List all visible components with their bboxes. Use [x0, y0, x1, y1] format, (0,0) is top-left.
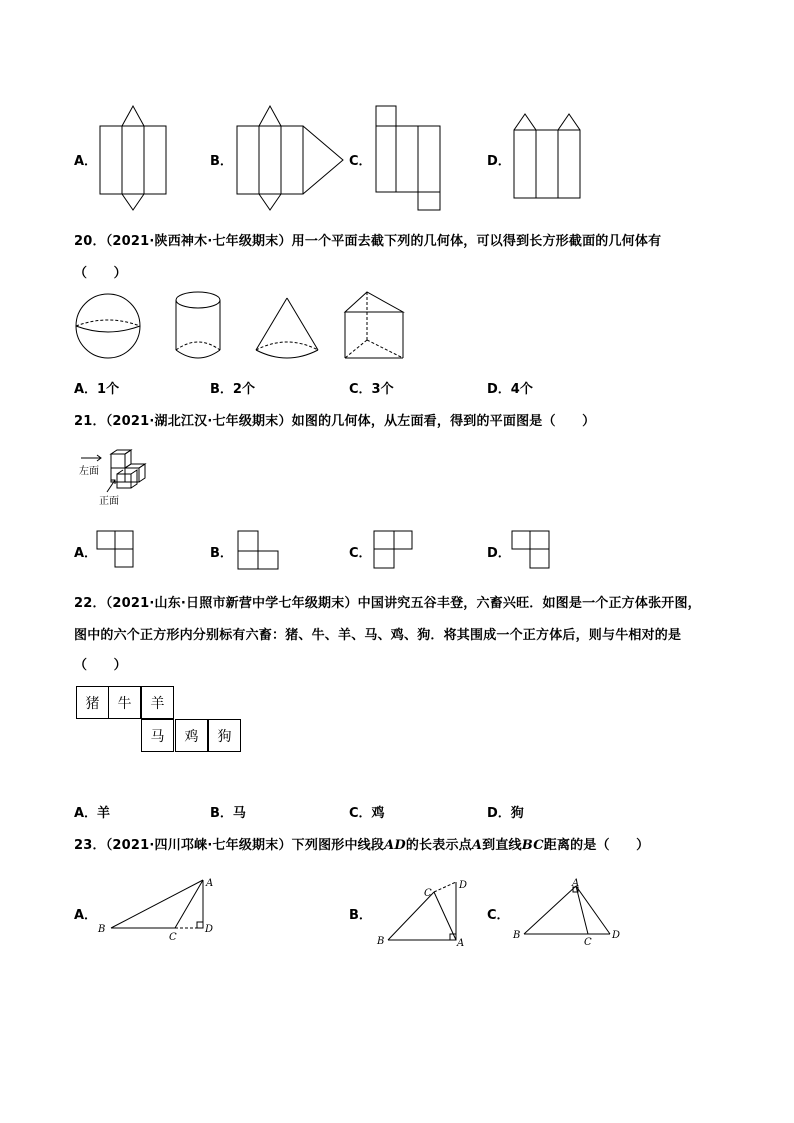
q23b-point-a: A — [457, 938, 465, 949]
net-cell-horse: 马 — [141, 719, 174, 752]
q22-option-a: A．羊 — [74, 806, 111, 821]
q22-stem-line1 — [74, 592, 701, 611]
q23-source: （2021·四川邛崃·七年级期末） — [105, 838, 292, 853]
q23b-point-b: B — [377, 936, 385, 947]
q21-cubes-drawing — [79, 450, 169, 510]
q21-option-a-label: A． — [74, 546, 98, 561]
q21-option-b-figure — [237, 530, 281, 572]
q23c-point-d: D — [612, 930, 621, 941]
q22-number: 22． — [74, 596, 106, 611]
q21-option-c-figure — [373, 530, 415, 572]
q21-option-c-label: C． — [349, 546, 372, 561]
q23a-point-d: D — [205, 924, 214, 935]
q22-option-c: C．鸡 — [349, 806, 385, 821]
q23a-point-b: B — [98, 924, 106, 935]
net-cell-chicken: 鸡 — [175, 719, 208, 752]
net-cell-pig: 猪 — [76, 686, 109, 719]
q21-option-d-label: D． — [487, 546, 511, 561]
q22-option-d: D．狗 — [487, 806, 524, 821]
q22-answer-blank: （ ） — [74, 658, 127, 673]
q19-option-a-figure — [98, 102, 168, 212]
q23-segment-name: AD — [384, 838, 406, 853]
q23b-point-c: C — [424, 888, 432, 899]
q23a-point-c: C — [169, 932, 177, 943]
q21-left-view-label: 左面 — [79, 466, 99, 477]
q20-prism-figure — [343, 290, 405, 362]
q23-option-b-figure — [374, 874, 474, 950]
net-cell-ox: 牛 — [108, 686, 141, 719]
q21-solid-figure — [79, 450, 169, 510]
q21-source: （2021·湖北江汉·七年级期末） — [105, 414, 292, 429]
net-cell-dog: 狗 — [208, 719, 241, 752]
q23-option-c-label: C． — [487, 908, 510, 923]
q23-option-a-label: A． — [74, 908, 98, 923]
q21-front-view-label: 正面 — [99, 496, 119, 507]
q23-stem-text-1: 下列图形中线段 — [291, 838, 385, 853]
q20-number: 20． — [74, 234, 106, 249]
q22-stem-text-1: 中国讲究五谷丰登，六畜兴旺．如图是一个正方体张开图， — [357, 596, 701, 611]
q19-option-c-label: C． — [349, 154, 372, 169]
q22-option-b: B．马 — [210, 806, 246, 821]
q21-stem-text: 如图的几何体，从左面看，得到的平面图是（ ） — [291, 414, 596, 429]
q23c-point-a: A — [572, 878, 580, 889]
q23a-point-a: A — [206, 878, 214, 889]
q21-number: 21． — [74, 414, 106, 429]
q23b-point-d: D — [459, 880, 468, 891]
q19-option-a-label: A． — [74, 154, 98, 169]
q21-option-b-label: B． — [210, 546, 233, 561]
q23-point-name: A — [471, 838, 483, 853]
q20-option-d: D．4个 — [487, 382, 533, 397]
q19-option-b-label: B． — [210, 154, 233, 169]
q21-option-a-figure — [96, 530, 136, 570]
q20-stem-text: 用一个平面去截下列的几何体，可以得到长方形截面的几何体有 — [291, 234, 662, 249]
q20-option-b: B．2个 — [210, 382, 255, 397]
q19-option-c-figure — [374, 104, 444, 214]
q23c-point-c: C — [584, 937, 592, 948]
q19-option-d-label: D． — [487, 154, 511, 169]
q20-source: （2021·陕西神木·七年级期末） — [105, 234, 292, 249]
q22-source: （2021·山东·日照市新营中学七年级期末） — [105, 596, 358, 611]
q20-answer-blank: （ ） — [74, 266, 127, 281]
q23-option-a-figure — [95, 874, 225, 944]
q20-stem — [74, 230, 661, 249]
q23-number: 23． — [74, 838, 106, 853]
q23-option-c-figure — [510, 874, 630, 950]
q20-option-c: C．3个 — [349, 382, 394, 397]
q23-stem-text-4: 距离的是（ ） — [543, 838, 650, 853]
q23-line-name: BC — [521, 838, 544, 853]
q22-stem-line2: 图中的六个正方形内分别标有六畜：猪、牛、羊、马、鸡、狗．将其围成一个正方体后，则与牛相对的是 — [74, 628, 682, 643]
q21-stem — [74, 410, 595, 429]
q21-option-d-figure — [511, 530, 553, 572]
q20-sphere-figure — [74, 292, 144, 362]
q20-cylinder-figure — [174, 290, 226, 362]
q19-option-b-figure — [235, 102, 350, 212]
q23-stem-text-3: 到直线 — [482, 838, 522, 853]
net-cell-sheep: 羊 — [141, 686, 174, 719]
q19-option-d-figure — [512, 112, 584, 202]
q23-stem-text-2: 的长表示点 — [405, 838, 472, 853]
q23-stem — [74, 834, 649, 853]
q23-option-b-label: B． — [349, 908, 372, 923]
q20-option-a: A．1个 — [74, 382, 120, 397]
q23c-point-b: B — [513, 930, 521, 941]
q20-cone-figure — [253, 296, 325, 362]
